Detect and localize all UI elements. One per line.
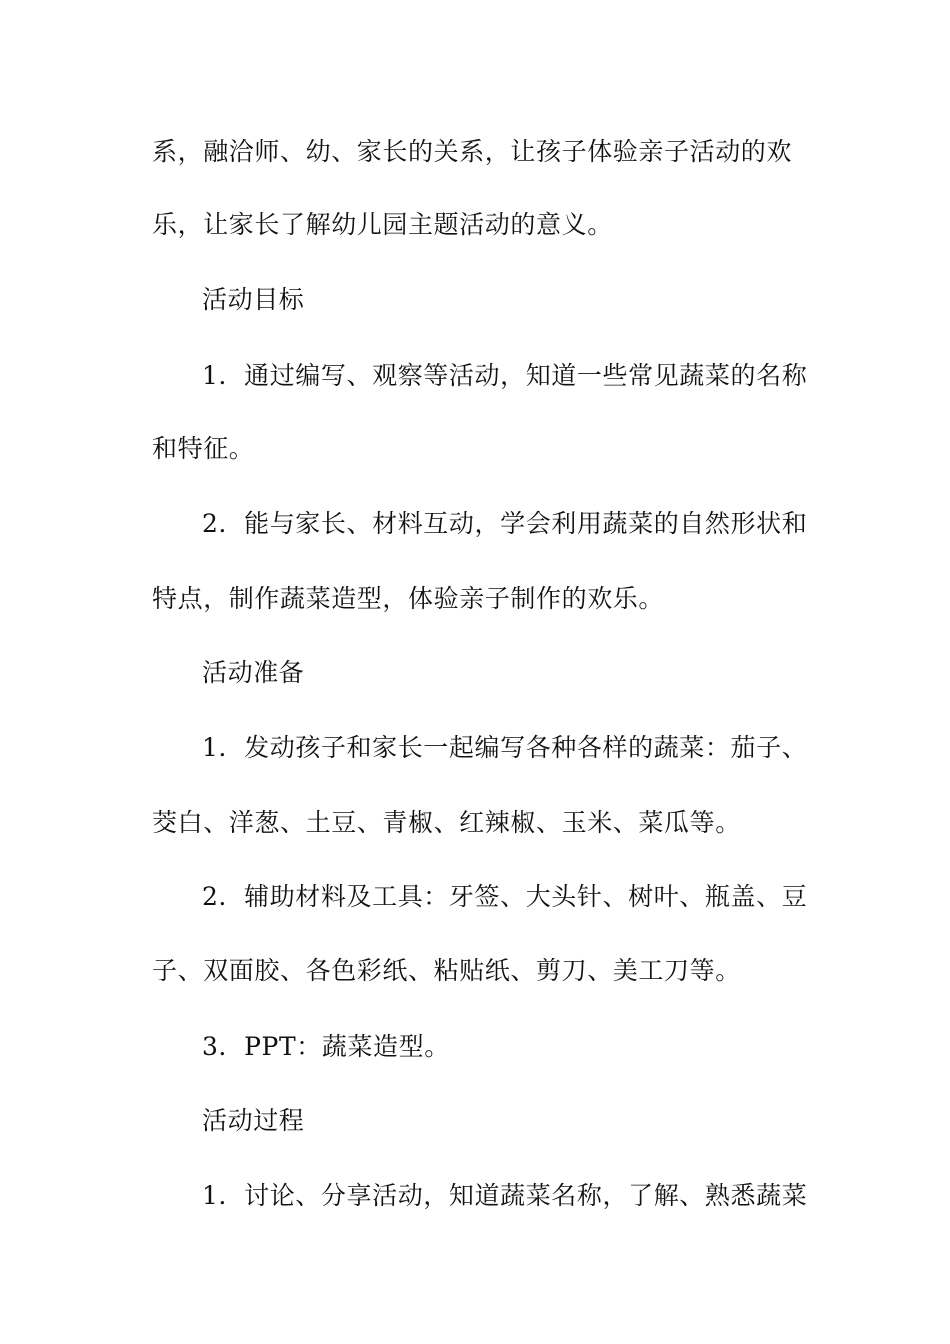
preparation-item-2: 2．辅助材料及工具：牙签、大头针、树叶、瓶盖、豆 — [202, 882, 808, 911]
preparation-item-3: 3．PPT：蔬菜造型。 — [202, 1032, 450, 1061]
goal-item-1-continuation: 和特征。 — [152, 434, 255, 463]
preparation-item-1-continuation: 茭白、洋葱、土豆、青椒、红辣椒、玉米、菜瓜等。 — [152, 808, 741, 837]
goal-item-1: 1．通过编写、观察等活动，知道一些常见蔬菜的名称 — [202, 361, 808, 390]
section-heading-goals: 活动目标 — [202, 285, 305, 314]
preparation-item-1: 1．发动孩子和家长一起编写各种各样的蔬菜：茄子、 — [202, 733, 808, 762]
goal-item-2: 2．能与家长、材料互动，学会利用蔬菜的自然形状和 — [202, 509, 808, 538]
goal-item-2-continuation: 特点，制作蔬菜造型，体验亲子制作的欢乐。 — [152, 584, 665, 613]
paragraph-continuation-line: 乐，让家长了解幼儿园主题活动的意义。 — [152, 210, 613, 239]
section-heading-preparation: 活动准备 — [202, 658, 305, 687]
paragraph-continuation-line: 系，融洽师、幼、家长的关系，让孩子体验亲子活动的欢 — [152, 137, 793, 166]
section-heading-process: 活动过程 — [202, 1106, 305, 1135]
process-item-1: 1．讨论、分享活动，知道蔬菜名称，了解、熟悉蔬菜 — [202, 1181, 808, 1210]
preparation-item-2-continuation: 子、双面胶、各色彩纸、粘贴纸、剪刀、美工刀等。 — [152, 956, 741, 985]
